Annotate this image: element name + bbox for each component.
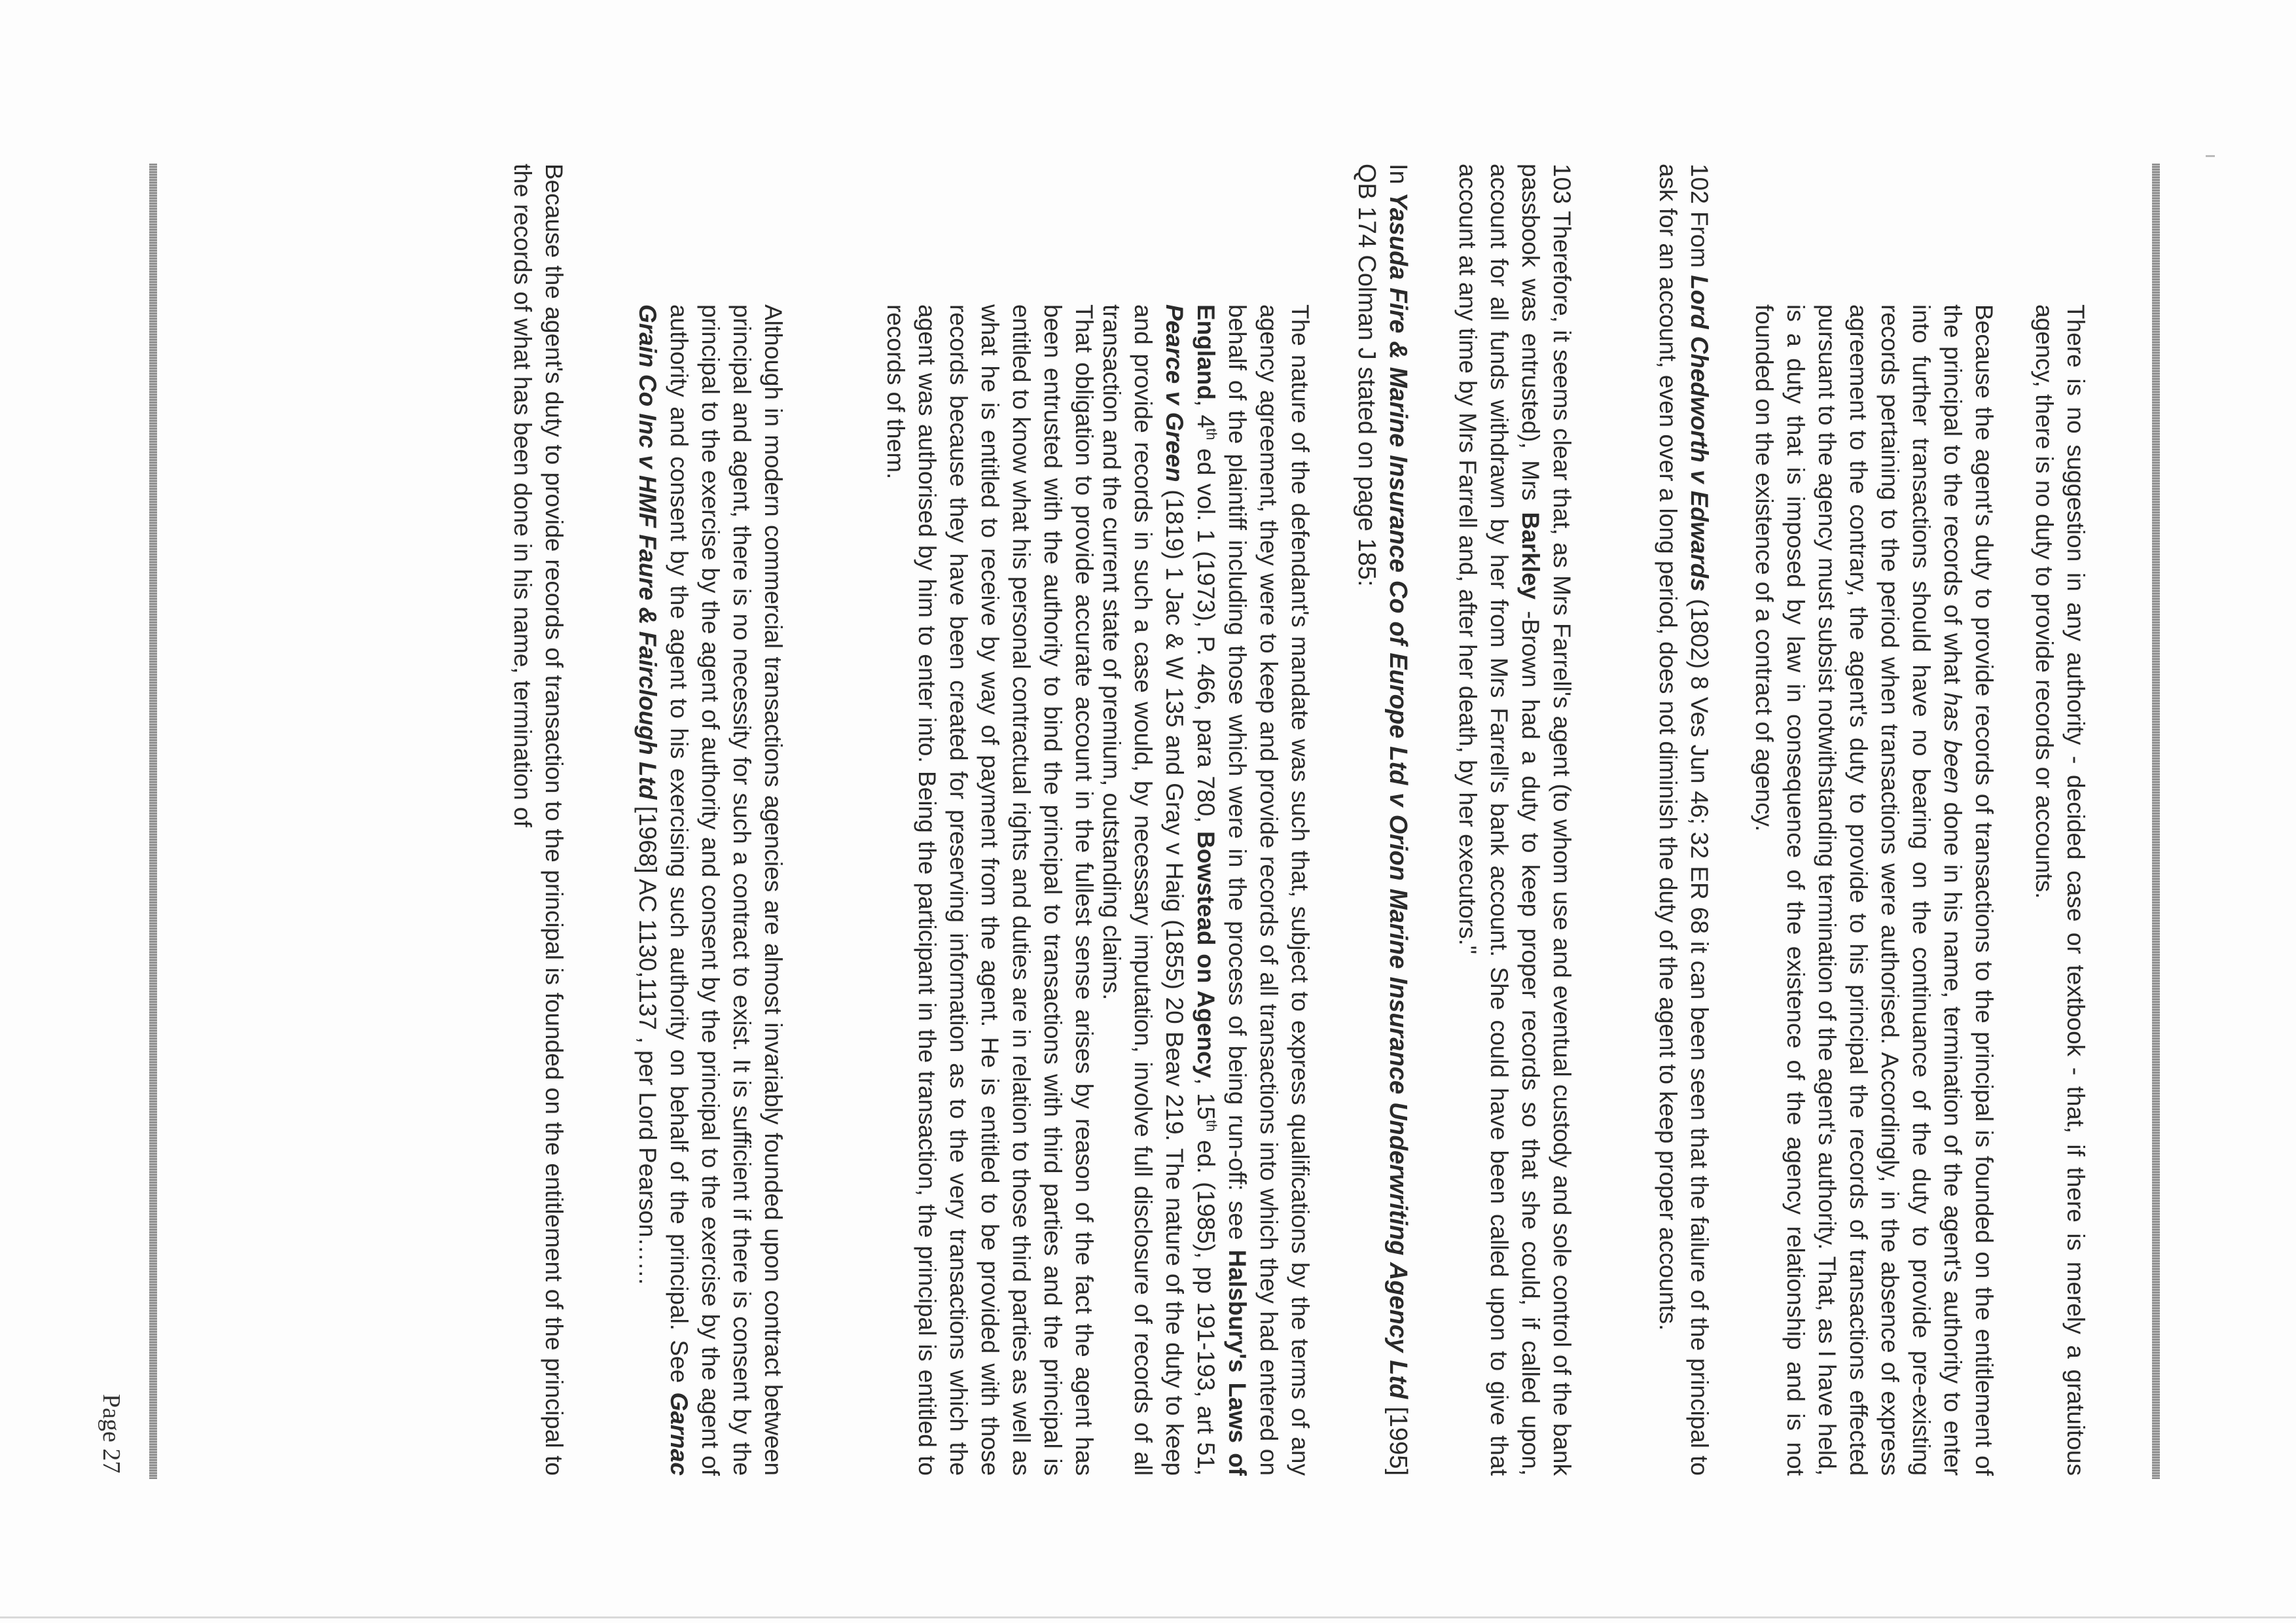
scan-speck <box>2206 155 2215 157</box>
document-page <box>98 164 2160 1538</box>
paragraph-gratuitous-agency: There is no suggestion in any authority - decided case or textbook - that, if there is merely a gratuitous agency, there is no duty to provide records or accounts. <box>2031 304 2089 1476</box>
page-number: Page 27 <box>98 1394 125 1474</box>
quote-paragraph-mandate: The nature of the defendant's mandate was such that, subject to express qualifications by the terms of any agency agreement, they were to keep and provide records of all transactions into which they had entered on behalf of the plaintiff including those which were in the process of being run-off: see Halsbury's Laws of England, 4th ed vol. 1 (1973), P. 466, para 780, Bowstead on Agency, 15th ed. (1985), pp 191-193, art 51, Pearce v Green (1819) 1 Jac & W 135 and Gray v Haig (1855) 20 Beav 219. The nature of the duty to keep and provide records in such a case would, by necessary imputation, involve full disclosure of records of all transaction and the current state of premium, outstanding claims. <box>1098 304 1314 1476</box>
paragraph-102: 102 From Lord Chedworth v Edwards (1802) 8 Ves Jun 46; 32 ER 68 it can been seen that the failure of the principal to ask for an account, even over a long period, does not diminish the duty of the agent to keep proper accounts. <box>1655 164 1713 1476</box>
quote-paragraph-obligation: That obligation to provide accurate account in the fullest sense arises by reason of the fact the agent has been entrusted with the authority to bind the principal to transactions with third parties and the principal is entitled to know what his personal contractual rights and duties are in relation to those third parties as well as what he is entitled to receive by way of payment from the agent. He is entitled to be provided with those records because they have been created for preserving information as to the very transactions which the agent was authorised by him to enter into. Being the participant in the transaction, the principal is entitled to records of them. <box>882 304 1098 1476</box>
case-citation: Lord Chedworth v Edwards <box>1686 275 1713 592</box>
top-rule <box>2152 164 2160 1479</box>
scan-edge-line <box>0 1616 2296 1618</box>
quote-paragraph-commercial: Although in modern commercial transactions agencies are almost invariably founded upon contract between principal and agent, there is no necessity for such a contract to exist. It is sufficient if there is consent by the principal to the exercise by the agent of authority and consent by the principal to the exercise by the agent of authority and consent by the agent to his exercising such authority on behalf of the principal. See Garnac Grain Co Inc v HMF Faure & Fairclough Ltd [1968] AC 1130,1137 , per Lord Pearson…… <box>634 304 787 1476</box>
paragraph-yasuda: In Yasuda Fire & Marine Insurance Co of Europe Ltd v Orion Marine Insurance Underwriting Agency Ltd [1995] QB 174 Colman J stated on page 185: <box>1353 164 1412 1476</box>
case-citation: Garnac Grain Co Inc v HMF Faure & Fairclough Ltd <box>634 304 692 1476</box>
paragraph-agent-duty: Because the agent's duty to provide records of transactions to the principal is founded on the entitlement of the principal to the records of what has been done in his name, termination of the agent's authority to enter into further transactions should have no bearing on the continuance of the duty to provide pre-existing records pertaining to the period when transactions were authorised. Accordingly, in the absence of express agreement to the contrary, the agent's duty to provide to his principal the records of transactions effected pursuant to the agency must subsist notwithstanding termination of the agent's authority. That, as I have held, is a duty that is imposed by law in consequence of the existence of the agency relationship and is not founded on the existence of a contract of agency. <box>1751 304 1998 1476</box>
paragraph-103: 103 Therefore, it seems clear that, as Mrs Farrell's agent (to whom use and eventual custody and sole control of the bank passbook was entrusted), Mrs Barkley -Brown had a duty to keep proper records so that she could, if called upon, account for all funds withdrawn by her from Mrs Farrell's bank account. She could have been called upon to give that account at any time by Mrs Farrell and, after her death, by her executors." <box>1454 164 1575 1476</box>
case-citation: Yasuda Fire & Marine Insurance Co of Europe Ltd v Orion Marine Insurance Underwriting Agency Ltd <box>1384 192 1412 1399</box>
paragraph-termination: Because the agent's duty to provide records of transaction to the principal is founded on the entitlement of the principal to the records of what has been done in his name, termination of <box>509 164 567 1476</box>
bottom-rule <box>149 164 157 1479</box>
